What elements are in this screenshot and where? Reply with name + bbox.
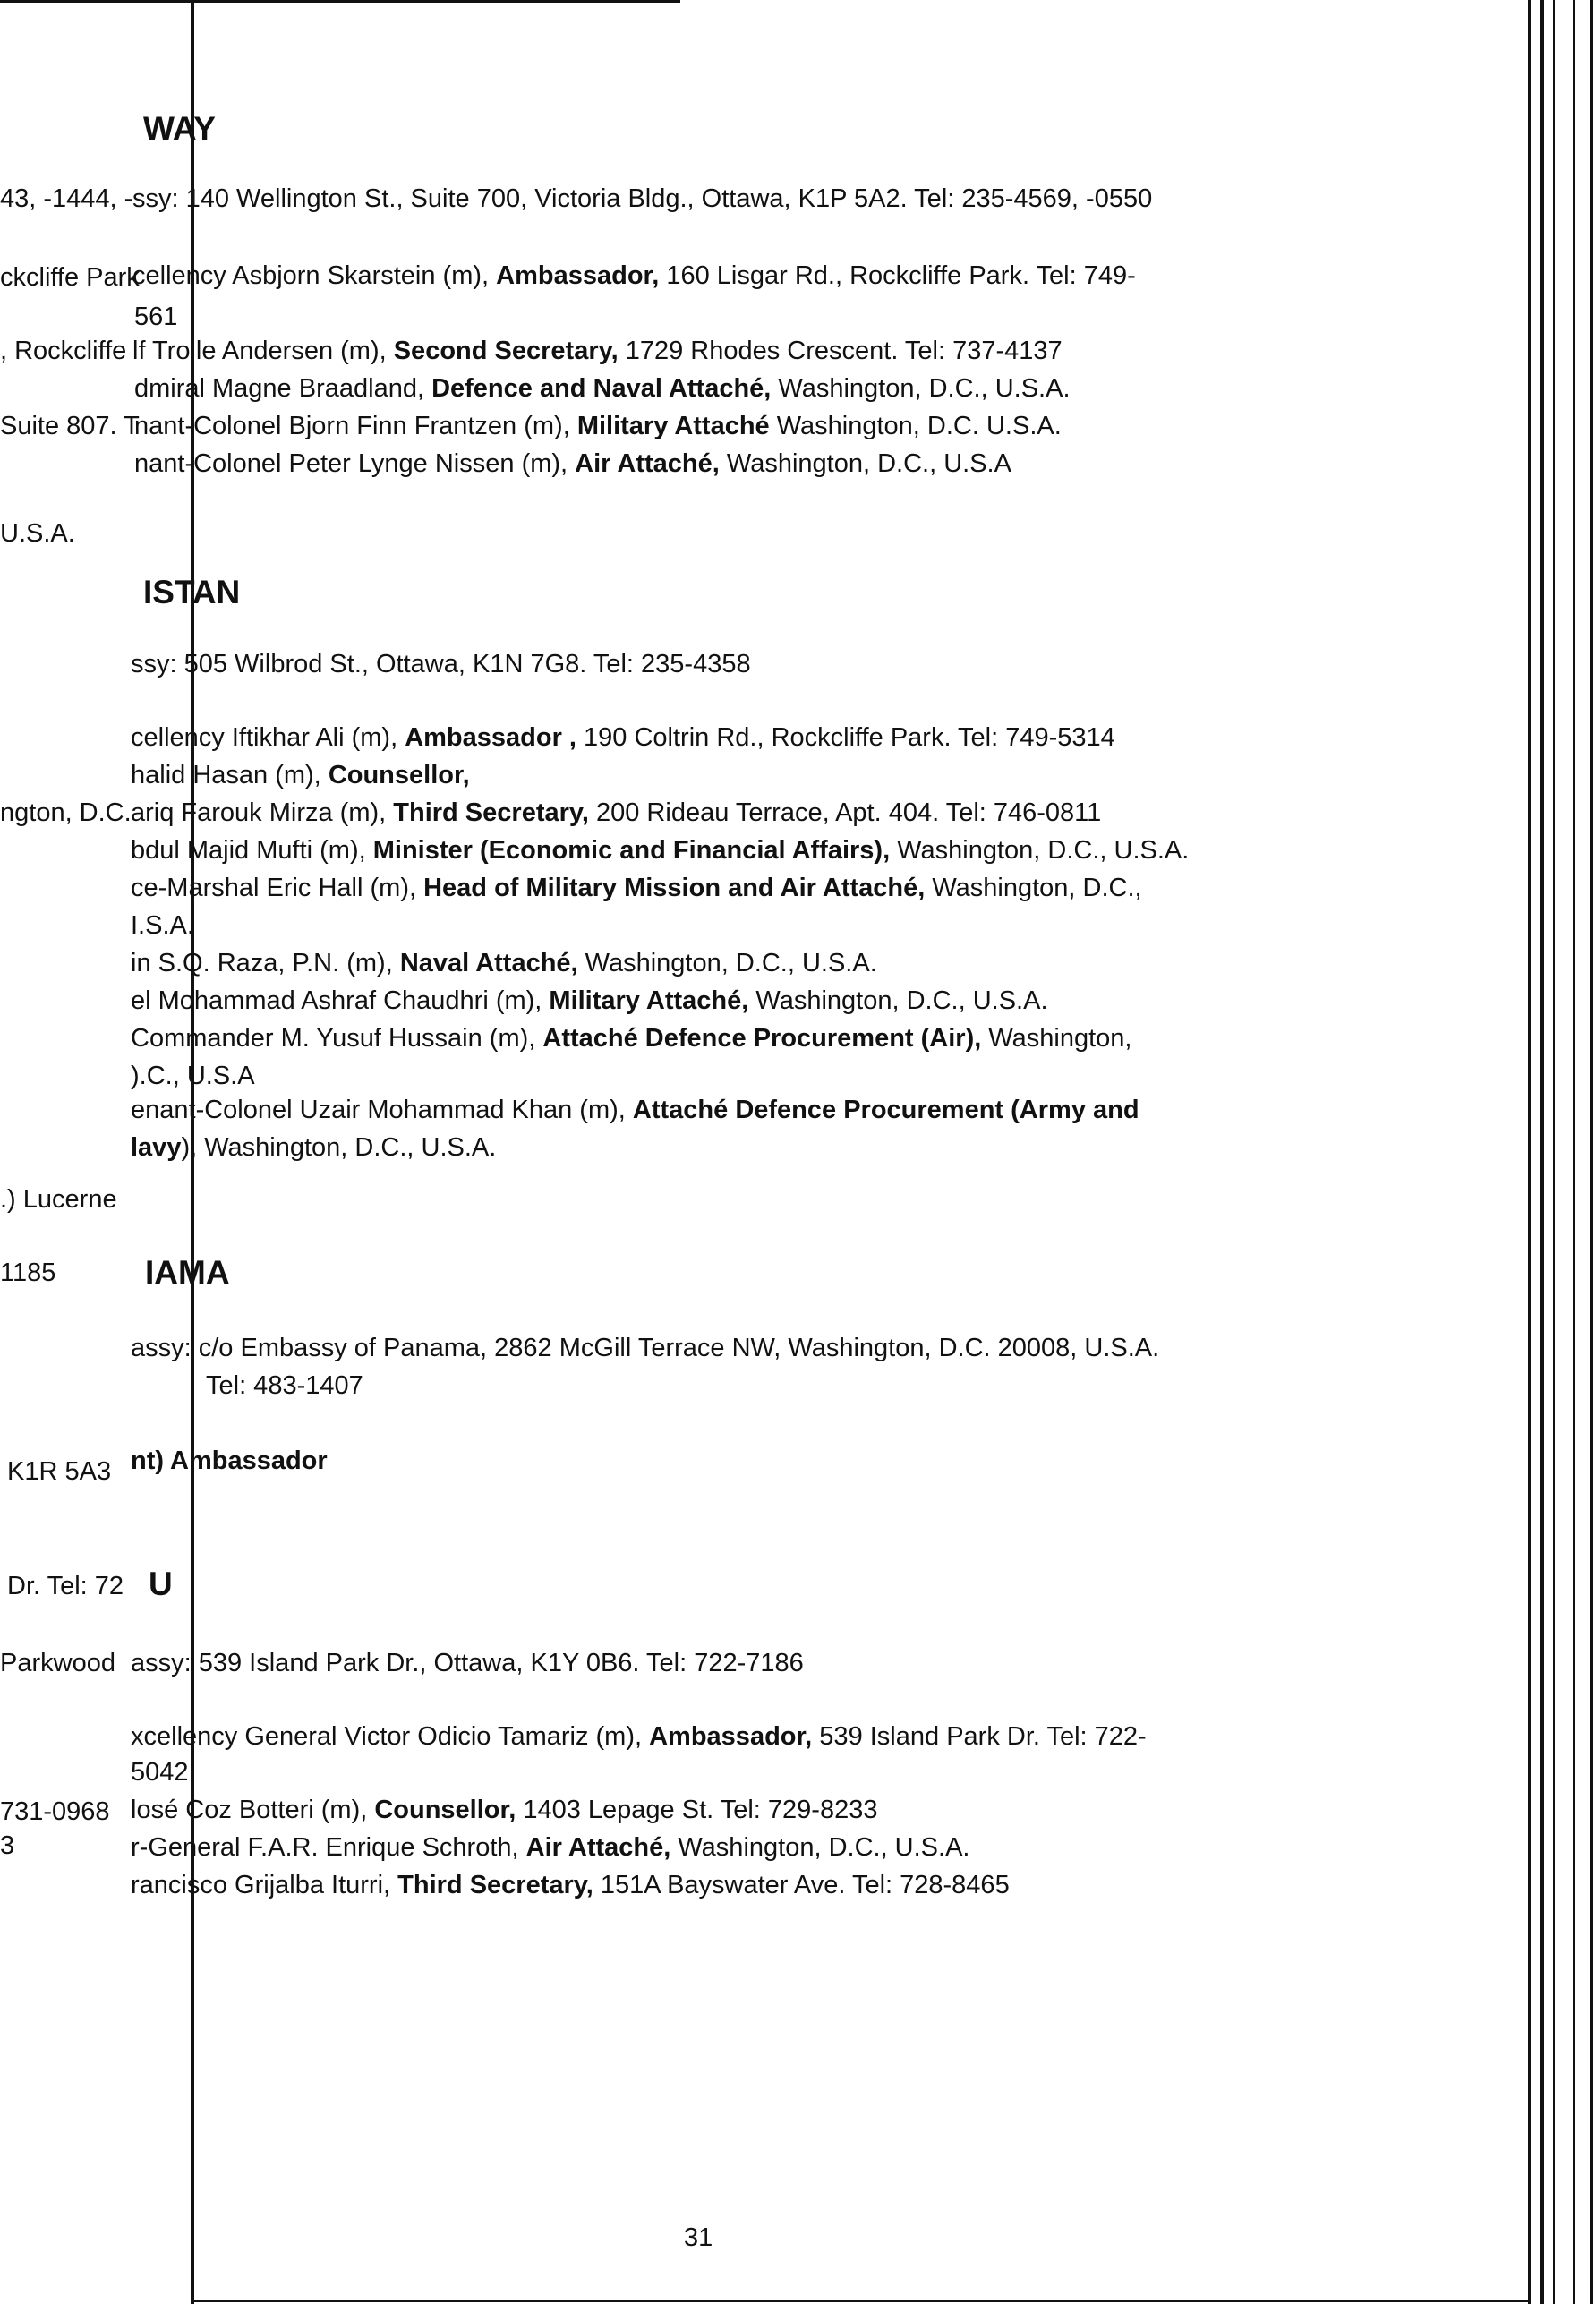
entry-line [131, 1445, 328, 1477]
entry-text: Washington, D.C. U.S.A. [769, 412, 1062, 440]
entry-text: cellency Iftikhar Ali (m), [131, 723, 405, 752]
entry-line [131, 648, 751, 680]
entry-title: nt) Ambassador [131, 1446, 328, 1475]
section-heading: U [149, 1566, 173, 1602]
entry-text: Washington, D.C., [925, 874, 1142, 902]
entry-text: el Mohammad Ashraf Chaudhri (m), [131, 986, 550, 1015]
entry-title: Military Attaché [576, 412, 770, 440]
entry-text: ssy: 505 Wilbrod St., Ottawa, K1N 7G8. Tel: 235-4358 [131, 650, 751, 678]
left-fragment: Parkwood [0, 1649, 115, 1677]
left-fragment: U.S.A. [0, 519, 75, 548]
entry-line [131, 985, 1048, 1017]
entry-title: Air Attaché, [575, 449, 720, 478]
entry-line [134, 448, 1011, 480]
entry-text: rancisco Grijalba Iturri, [131, 1871, 398, 1899]
entry-line [134, 372, 1071, 405]
entry-text: Washington, [981, 1024, 1132, 1053]
bottom-rule [194, 2300, 1528, 2302]
left-fragment: , Rockcliffe [0, 337, 127, 365]
entry-text: assy: c/o Embassy of Panama, 2862 McGill Terrace NW, Washington, D.C. 20008, U.S.A. [131, 1334, 1160, 1362]
entry-title: Minister (Economic and Financial Affairs), [372, 836, 891, 865]
entry-text: xcellency General Victor Odicio Tamariz (m), [131, 1722, 650, 1751]
entry-text: ).C., U.S.A [131, 1062, 255, 1090]
entry-title: Ambassador, [649, 1722, 813, 1751]
entry-text: 561 [134, 303, 178, 331]
entry-line [131, 1332, 1159, 1364]
right-binding-line-2 [1540, 0, 1544, 2304]
left-fragment: K1R 5A3 [7, 1457, 112, 1486]
entry-text: Washington, D.C., U.S.A [719, 449, 1011, 478]
entry-line [131, 1022, 1131, 1054]
entry-text: ), Washington, D.C., U.S.A. [181, 1133, 497, 1162]
entry-line [132, 260, 1136, 292]
left-fragment: Suite 807. T [0, 412, 140, 440]
entry-text: ce-Marshal Eric Hall (m), [131, 874, 424, 902]
entry-title: Counsellor, [328, 761, 470, 789]
entry-text: cellency Asbjorn Skarstein (m), [132, 261, 497, 290]
left-fragment: Dr. Tel: 72 [7, 1572, 124, 1600]
entry-title: Attaché Defence Procurement (Army and [632, 1096, 1139, 1124]
entry-text: I.S.A. [131, 911, 194, 940]
left-fragment: ngton, D.C. [0, 798, 132, 827]
section-heading: IAMA [145, 1254, 230, 1291]
entry-title: Third Secretary, [397, 1871, 593, 1899]
entry-text: nant-Colonel Bjorn Finn Frantzen (m), [134, 412, 577, 440]
entry-title: Air Attaché, [525, 1833, 671, 1862]
entry-line [134, 301, 177, 333]
entry-text: in S.Q. Raza, P.N. (m), [131, 949, 400, 977]
section-heading: WAY [143, 110, 216, 147]
left-fragment: ckcliffe Park [0, 263, 140, 292]
entry-text: assy: 539 Island Park Dr., Ottawa, K1Y 0B6. Tel: 722-7186 [131, 1649, 804, 1677]
entry-text: enant-Colonel Uzair Mohammad Khan (m), [131, 1096, 633, 1124]
entry-text: Washington, D.C., U.S.A. [670, 1833, 970, 1862]
entry-line [132, 183, 1152, 215]
top-rule [0, 0, 680, 3]
entry-text: ssy: 140 Wellington St., Suite 700, Victoria Bldg., Ottawa, K1P 5A2. Tel: 235-4569, -0550 [132, 184, 1153, 213]
entry-title: Defence and Naval Attaché, [431, 374, 772, 403]
entry-title: Attaché Defence Procurement (Air), [542, 1024, 982, 1053]
entry-line [206, 1370, 363, 1402]
entry-text: 539 Island Park Dr. Tel: 722- [812, 1722, 1147, 1751]
left-fragment: 43, -1444, - [0, 184, 133, 213]
entry-text: bdul Majid Mufti (m), [131, 836, 373, 865]
entry-line [131, 1131, 496, 1164]
page-number: 31 [684, 2223, 713, 2252]
right-binding-line-4 [1573, 0, 1575, 2304]
entry-line [131, 872, 1142, 904]
entry-title: Counsellor, [374, 1796, 516, 1824]
entry-text: 200 Rideau Terrace, Apt. 404. Tel: 746-0811 [588, 798, 1102, 827]
entry-line [131, 721, 1115, 754]
entry-line [131, 797, 1101, 829]
entry-text: r-General F.A.R. Enrique Schroth, [131, 1833, 526, 1862]
entry-line [134, 410, 1062, 442]
left-fragment: 731-0968 [0, 1797, 110, 1826]
entry-text: 1729 Rhodes Crescent. Tel: 737-4137 [618, 337, 1063, 365]
right-binding-line-5 [1590, 0, 1593, 2304]
entry-text: 160 Lisgar Rd., Rockcliffe Park. Tel: 749- [659, 261, 1136, 290]
left-fragment: .) Lucerne [0, 1185, 117, 1214]
entry-line [132, 335, 1063, 367]
entry-line [131, 1794, 877, 1826]
entry-title: Ambassador , [405, 723, 576, 752]
right-binding-line-3 [1553, 0, 1555, 2304]
entry-text: Washington, D.C., U.S.A. [771, 374, 1071, 403]
entry-text: Washington, D.C., U.S.A. [890, 836, 1190, 865]
left-fragment: 1185 [0, 1259, 56, 1287]
entry-text: Washington, D.C., U.S.A. [577, 949, 877, 977]
entry-line [131, 1647, 804, 1679]
entry-title: lavy [131, 1133, 182, 1162]
entry-line [131, 947, 877, 979]
entry-text: nant-Colonel Peter Lynge Nissen (m), [134, 449, 576, 478]
entry-text: halid Hasan (m), [131, 761, 329, 789]
right-binding-line [1528, 0, 1531, 2304]
entry-line [131, 759, 470, 791]
entry-title: Naval Attaché, [399, 949, 578, 977]
entry-title: Third Secretary, [393, 798, 589, 827]
entry-text: Commander M. Yusuf Hussain (m), [131, 1024, 543, 1053]
entry-title: Ambassador, [496, 261, 660, 290]
entry-text: lf Trolle Andersen (m), [132, 337, 394, 365]
entry-line [131, 1060, 255, 1092]
left-fragment: 3 [0, 1831, 15, 1860]
entry-text: 1403 Lepage St. Tel: 729-8233 [516, 1796, 878, 1824]
entry-text: 190 Coltrin Rd., Rockcliffe Park. Tel: 749-5314 [576, 723, 1115, 752]
entry-title: Head of Military Mission and Air Attaché, [423, 874, 926, 902]
entry-text: losé Coz Botteri (m), [131, 1796, 375, 1824]
entry-text: dmiral Magne Braadland, [134, 374, 432, 403]
section-heading: ISTAN [143, 574, 241, 610]
entry-text: Washington, D.C., U.S.A. [748, 986, 1048, 1015]
entry-line [131, 1869, 1010, 1901]
entry-line [131, 834, 1189, 866]
entry-title: Second Secretary, [393, 337, 619, 365]
entry-line [131, 1831, 969, 1864]
entry-text: Tel: 483-1407 [206, 1371, 363, 1400]
entry-line [131, 909, 194, 942]
entry-text: 151A Bayswater Ave. Tel: 728-8465 [593, 1871, 1010, 1899]
entry-line [131, 1094, 1139, 1126]
entry-text: 5042 [131, 1758, 189, 1787]
entry-text: ariq Farouk Mirza (m), [131, 798, 394, 827]
entry-line [131, 1720, 1147, 1753]
entry-title: Military Attaché, [549, 986, 749, 1015]
entry-line [131, 1756, 189, 1788]
